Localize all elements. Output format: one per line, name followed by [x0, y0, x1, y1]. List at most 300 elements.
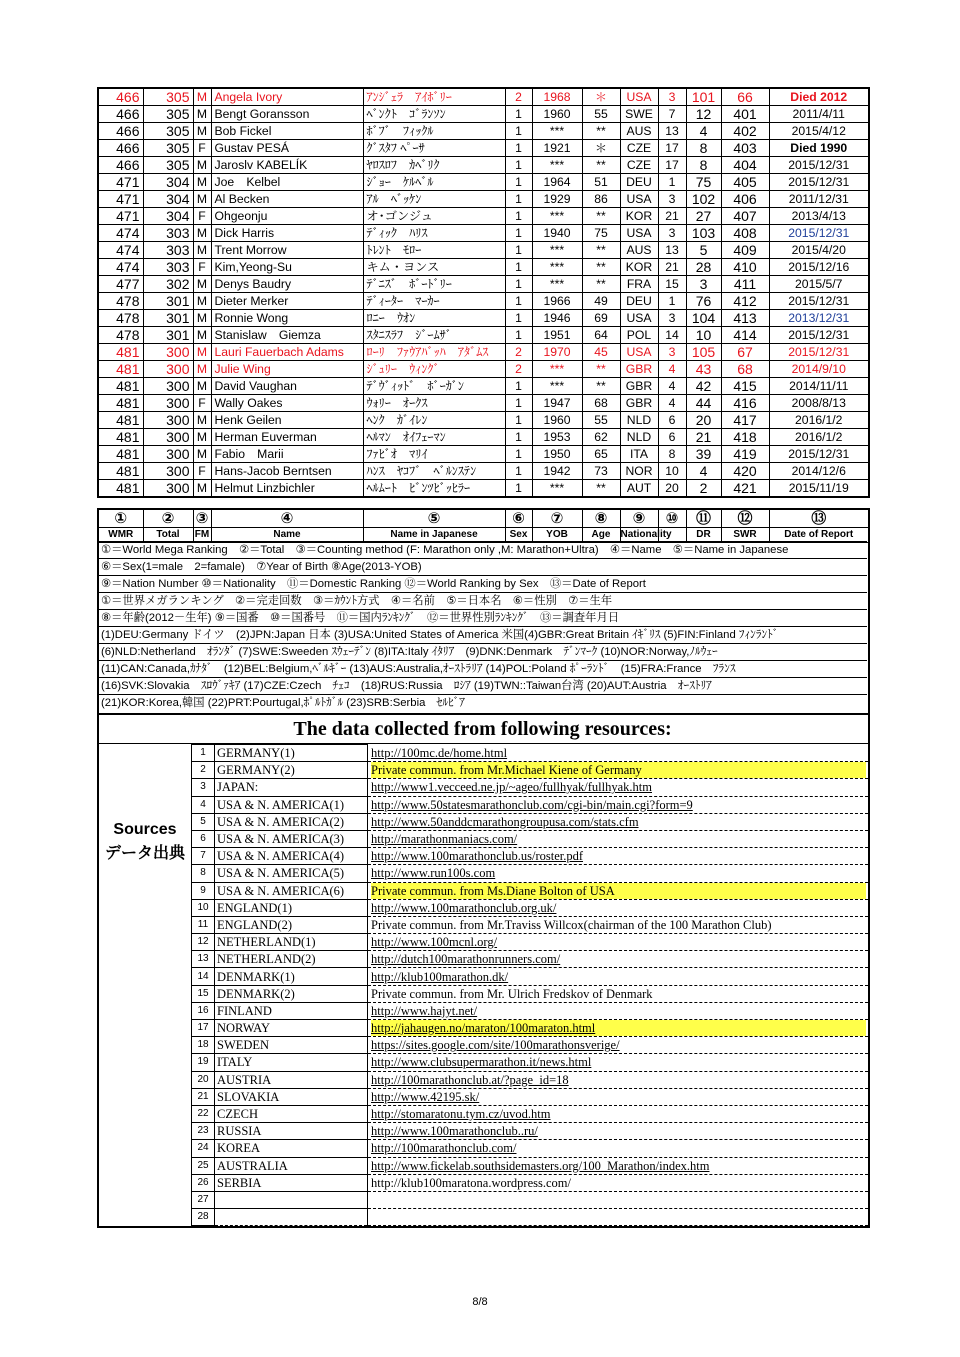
- table-row: [98, 327, 869, 344]
- source-value: [368, 934, 869, 951]
- source-note: Private commun. from Mr.Traviss Willcox(chairman of the 100 Marathon Club): [371, 917, 772, 932]
- cell-date: 2015/12/31: [769, 446, 869, 463]
- source-row: [192, 1174, 869, 1191]
- cell-swr: 67: [721, 344, 769, 361]
- cell-swr: 403: [721, 140, 769, 157]
- cell-sex: 1: [505, 123, 532, 140]
- source-link[interactable]: http://www.50statesmarathonclub.com/cgi-bin/main.cgi?form=9: [371, 797, 693, 812]
- cell-age: 64: [582, 327, 620, 344]
- source-note: http://klub100maratona.wordpress.com/: [371, 1175, 571, 1190]
- cell-nat: CZE: [620, 157, 658, 174]
- source-row: [192, 968, 869, 985]
- cell-dr: 4: [686, 123, 721, 140]
- cell-dr: 39: [686, 446, 721, 463]
- header-label: Name in Japanese: [363, 528, 505, 543]
- source-link[interactable]: http://klub100marathon.dk/: [371, 969, 509, 984]
- source-link[interactable]: http://stomaratonu.tym.cz/uvod.htm: [371, 1107, 551, 1122]
- cell-yob: 1966: [532, 293, 582, 310]
- cell-yob: 1929: [532, 191, 582, 208]
- source-row: [192, 1020, 869, 1037]
- source-number: 26: [192, 1174, 215, 1191]
- cell-sex: 1: [505, 140, 532, 157]
- cell-dr: 12: [686, 106, 721, 123]
- source-country: GERMANY(2): [215, 762, 368, 779]
- source-link[interactable]: http://marathonmaniacs.com/: [371, 832, 518, 847]
- cell-yob: ***: [532, 242, 582, 259]
- cell-fm: F: [193, 463, 211, 480]
- cell-age: 69: [582, 310, 620, 327]
- ranking-table: [97, 87, 870, 498]
- cell-nn: 20: [658, 480, 686, 498]
- cell-swr: 410: [721, 259, 769, 276]
- cell-sex: 1: [505, 480, 532, 498]
- source-row: [192, 779, 869, 796]
- cell-nat: ITA: [620, 446, 658, 463]
- cell-nat: KOR: [620, 259, 658, 276]
- cell-nn: 15: [658, 276, 686, 293]
- source-country: JAPAN:: [215, 779, 368, 796]
- source-country: RUSSIA: [215, 1123, 368, 1140]
- cell-name: Bengt Goransson: [211, 106, 363, 123]
- cell-nn: 4: [658, 378, 686, 395]
- header-symbol: ⑥: [505, 509, 532, 528]
- cell-swr: 421: [721, 480, 769, 498]
- cell-wmr: 478: [98, 327, 143, 344]
- source-value: [368, 968, 869, 985]
- cell-swr: 68: [721, 361, 769, 378]
- source-country: USA & N. AMERICA(4): [215, 848, 368, 865]
- cell-wmr: 478: [98, 310, 143, 327]
- page-number: 8/8: [472, 1296, 488, 1308]
- cell-fm: F: [193, 208, 211, 225]
- cell-yob: 1946: [532, 310, 582, 327]
- cell-jp: ｼﾞｭﾘｰ ｳｨﾝｸﾞ: [363, 361, 505, 378]
- legend-line: ⑨＝Nation Number ⑩＝Nationality ⑪＝Domestic Ranking ⑫＝World Ranking by Sex ⑬＝Date of Report: [99, 575, 867, 593]
- cell-fm: M: [193, 361, 211, 378]
- cell-sex: 1: [505, 429, 532, 446]
- legend-line: ①＝World Mega Ranking ②＝Total ③＝Counting method (F: Marathon only ,M: Marathon+Ultra) ④＝Name ⑤＝Name in Japanese: [99, 541, 867, 559]
- cell-date: 2015/4/12: [769, 123, 869, 140]
- cell-total: 305: [143, 88, 193, 106]
- cell-fm: M: [193, 242, 211, 259]
- source-number: 17: [192, 1020, 215, 1037]
- cell-nn: 21: [658, 259, 686, 276]
- legend-line: (16)SVK:Slovakia ｽﾛｳﾞｧｷｱ (17)CZE:Czech ﾁｪｺ (18)RUS:Russia ﾛｼｱ (19)TWN::Taiwan台湾 (20)AUT:Austria ｵｰｽﾄﾘｱ: [99, 677, 867, 695]
- source-value: [368, 1037, 869, 1054]
- cell-age: 55: [582, 412, 620, 429]
- cell-date: 2014/9/10: [769, 361, 869, 378]
- cell-nat: GBR: [620, 395, 658, 412]
- table-row: [98, 412, 869, 429]
- cell-jp: ｱﾙ ﾍﾞｯｹﾝ: [363, 191, 505, 208]
- cell-name: Al Becken: [211, 191, 363, 208]
- cell-name: Ronnie Wong: [211, 310, 363, 327]
- cell-swr: 420: [721, 463, 769, 480]
- cell-jp: ﾛｰﾘ ﾌｧｳｱﾊﾞｯﾊ ｱﾀﾞﾑｽ: [363, 344, 505, 361]
- cell-total: 302: [143, 276, 193, 293]
- source-row: [192, 796, 869, 813]
- cell-total: 303: [143, 242, 193, 259]
- cell-yob: ***: [532, 123, 582, 140]
- cell-yob: 1950: [532, 446, 582, 463]
- source-value: [368, 1140, 869, 1157]
- source-link[interactable]: http://www.100marathonclub.us/roster.pdf: [371, 849, 584, 864]
- cell-jp: キム・ヨンス: [363, 259, 505, 276]
- cell-date: 2011/12/31: [769, 191, 869, 208]
- cell-yob: 1960: [532, 412, 582, 429]
- source-row: [192, 813, 869, 830]
- source-country: USA & N. AMERICA(1): [215, 796, 368, 813]
- source-row: [192, 1123, 869, 1140]
- source-row: [192, 865, 869, 882]
- header-symbol: ⑪: [686, 509, 721, 528]
- cell-age: 51: [582, 174, 620, 191]
- source-row: [192, 882, 869, 899]
- cell-date: 2015/12/31: [769, 174, 869, 191]
- header-symbol: ⑧: [582, 509, 620, 528]
- cell-jp: ﾍﾙﾏﾝ ｵｲﾌｪｰﾏﾝ: [363, 429, 505, 446]
- cell-wmr: 471: [98, 208, 143, 225]
- table-row: [98, 344, 869, 361]
- cell-wmr: 481: [98, 480, 143, 498]
- source-value: [368, 985, 869, 1002]
- source-country: USA & N. AMERICA(2): [215, 813, 368, 830]
- cell-swr: 418: [721, 429, 769, 446]
- source-link[interactable]: http://www.clubsupermarathon.it/news.html: [371, 1055, 592, 1070]
- cell-dr: 43: [686, 361, 721, 378]
- cell-total: 304: [143, 191, 193, 208]
- cell-fm: F: [193, 395, 211, 412]
- source-value: [368, 1071, 869, 1088]
- cell-swr: 66: [721, 88, 769, 106]
- source-number: 9: [192, 882, 215, 899]
- source-link[interactable]: http://www.100marathonclub.org.uk/: [371, 900, 557, 915]
- cell-yob: 1942: [532, 463, 582, 480]
- cell-yob: ***: [532, 157, 582, 174]
- source-value: [368, 1174, 869, 1191]
- cell-date: 2015/12/31: [769, 327, 869, 344]
- cell-dr: 101: [686, 88, 721, 106]
- source-row: [192, 951, 869, 968]
- source-value: [368, 848, 869, 865]
- table-row: [98, 174, 869, 191]
- cell-fm: M: [193, 225, 211, 242]
- cell-nn: 3: [658, 344, 686, 361]
- cell-jp: オ･ゴンジュ: [363, 208, 505, 225]
- table-row: [98, 123, 869, 140]
- source-row: [192, 1140, 869, 1157]
- cell-total: 300: [143, 429, 193, 446]
- cell-swr: 415: [721, 378, 769, 395]
- cell-yob: ***: [532, 259, 582, 276]
- source-row: [192, 1054, 869, 1071]
- cell-jp: ｳｫﾘｰ ｵｰｸｽ: [363, 395, 505, 412]
- cell-wmr: 481: [98, 429, 143, 446]
- cell-age: 55: [582, 106, 620, 123]
- cell-wmr: 478: [98, 293, 143, 310]
- cell-swr: 412: [721, 293, 769, 310]
- cell-swr: 413: [721, 310, 769, 327]
- source-link[interactable]: http://100marathonclub.com/: [371, 1141, 517, 1156]
- cell-sex: 1: [505, 446, 532, 463]
- cell-fm: F: [193, 140, 211, 157]
- cell-dr: 10: [686, 327, 721, 344]
- cell-date: 2014/11/11: [769, 378, 869, 395]
- cell-total: 300: [143, 344, 193, 361]
- cell-dr: 75: [686, 174, 721, 191]
- cell-fm: M: [193, 446, 211, 463]
- cell-nat: CZE: [620, 140, 658, 157]
- cell-date: 2008/8/13: [769, 395, 869, 412]
- source-number: 1: [192, 745, 215, 762]
- source-link[interactable]: http://www.42195.sk/: [371, 1089, 480, 1104]
- sources-label-jp: データ出典: [104, 845, 185, 862]
- cell-fm: M: [193, 344, 211, 361]
- cell-total: 301: [143, 293, 193, 310]
- source-value: [368, 899, 869, 916]
- source-row: [192, 934, 869, 951]
- cell-dr: 2: [686, 480, 721, 498]
- cell-sex: 1: [505, 378, 532, 395]
- cell-name: Ohgeonju: [211, 208, 363, 225]
- cell-dr: 76: [686, 293, 721, 310]
- header-symbol: ⑫: [721, 509, 769, 528]
- cell-sex: 1: [505, 157, 532, 174]
- cell-sex: 1: [505, 310, 532, 327]
- cell-jp: ﾃﾞｳﾞｨｯﾄﾞ ﾎﾞｰｶﾞﾝ: [363, 378, 505, 395]
- cell-nn: 8: [658, 446, 686, 463]
- cell-fm: M: [193, 123, 211, 140]
- source-link[interactable]: http://www.run100s.com: [371, 866, 496, 881]
- cell-dr: 21: [686, 429, 721, 446]
- cell-jp: ﾃﾞｨｰﾀｰ ﾏｰｶｰ: [363, 293, 505, 310]
- cell-date: 2011/4/11: [769, 106, 869, 123]
- cell-age: **: [582, 276, 620, 293]
- cell-jp: ﾃﾞｨｯｸ ﾊﾘｽ: [363, 225, 505, 242]
- cell-nn: 13: [658, 123, 686, 140]
- source-number: 25: [192, 1157, 215, 1174]
- cell-dr: 44: [686, 395, 721, 412]
- source-link[interactable]: http://www.100mcnl.org/: [371, 935, 498, 950]
- cell-dr: 20: [686, 412, 721, 429]
- cell-nat: GBR: [620, 361, 658, 378]
- source-value: [368, 1209, 869, 1226]
- cell-jp: ﾍﾝｸ ｶﾞｲﾚﾝ: [363, 412, 505, 429]
- cell-wmr: 481: [98, 412, 143, 429]
- source-link[interactable]: http://dutch100marathonrunners.com/: [371, 952, 561, 967]
- cell-nn: 21: [658, 208, 686, 225]
- cell-age: **: [582, 123, 620, 140]
- cell-jp: ﾌｧﾋﾞｵ ﾏﾘｲ: [363, 446, 505, 463]
- cell-name: Fabio Marii: [211, 446, 363, 463]
- cell-name: Gustav PESÁ: [211, 140, 363, 157]
- cell-nat: NOR: [620, 463, 658, 480]
- cell-nn: 4: [658, 361, 686, 378]
- cell-yob: ***: [532, 480, 582, 498]
- source-link[interactable]: http://www.fickelab.southsidemasters.org/100_Marathon/index.htm: [371, 1158, 710, 1173]
- table-row: [98, 395, 869, 412]
- cell-wmr: 466: [98, 157, 143, 174]
- cell-total: 305: [143, 157, 193, 174]
- cell-nat: DEU: [620, 293, 658, 310]
- source-number: 5: [192, 813, 215, 830]
- legend-line: ⑧＝年齢(2012－生年) ⑨＝国番 ⑩＝国番号 ⑪＝国内ﾗﾝｷﾝｸﾞ ⑫＝世界性別ﾗﾝｷﾝｸﾞ ⑬＝調査年月日: [99, 609, 867, 627]
- source-link[interactable]: http://100marathonclub.at/?page_id=18: [371, 1072, 569, 1087]
- source-row: [192, 762, 869, 779]
- table-row: [98, 276, 869, 293]
- source-number: 8: [192, 865, 215, 882]
- source-country: AUSTRALIA: [215, 1157, 368, 1174]
- source-value: [368, 1191, 869, 1208]
- cell-dr: 8: [686, 140, 721, 157]
- cell-date: 2013/12/31: [769, 310, 869, 327]
- source-link[interactable]: http://www.50anddcmarathongroupusa.com/stats.cfm: [371, 814, 639, 829]
- legend-line: (21)KOR:Korea,韓国 (22)PRT:Pourtugal,ﾎﾟﾙﾄｶﾞﾙ (23)SRB:Serbia ｾﾙﾋﾞｱ: [99, 694, 867, 712]
- cell-name: Bob Fickel: [211, 123, 363, 140]
- source-note-highlighted: Private commun. from Ms.Diane Bolton of USA: [371, 883, 866, 899]
- cell-nn: 13: [658, 242, 686, 259]
- cell-dr: 102: [686, 191, 721, 208]
- cell-sex: 1: [505, 242, 532, 259]
- cell-sex: 1: [505, 395, 532, 412]
- cell-nat: FRA: [620, 276, 658, 293]
- cell-nn: 14: [658, 327, 686, 344]
- legend-line: (1)DEU:Germany ドイツ (2)JPN:Japan 日本 (3)USA:United States of America 米国(4)GBR:Great Britain ｲｷﾞﾘｽ (5)FIN:Finland ﾌｨﾝﾗﾝﾄﾞ: [99, 626, 867, 644]
- cell-wmr: 466: [98, 106, 143, 123]
- source-note-highlighted: Private commun. from Mr.Michael Kiene of Germany: [371, 762, 866, 778]
- source-link-highlighted[interactable]: http://jahaugen.no/maraton/100maraton.html: [371, 1020, 866, 1036]
- header-label: DR: [686, 528, 721, 543]
- source-row: [192, 745, 869, 762]
- source-number: 11: [192, 916, 215, 933]
- header-label: WMR: [98, 528, 143, 543]
- table-row: [98, 446, 869, 463]
- cell-swr: 416: [721, 395, 769, 412]
- cell-wmr: 481: [98, 446, 143, 463]
- header-label: Sex: [505, 528, 532, 543]
- cell-dr: 27: [686, 208, 721, 225]
- source-country: NETHERLAND(2): [215, 951, 368, 968]
- source-number: 18: [192, 1037, 215, 1054]
- cell-name: Dick Harris: [211, 225, 363, 242]
- source-link[interactable]: http://100mc.de/home.html: [371, 745, 508, 760]
- cell-swr: 409: [721, 242, 769, 259]
- source-country: GERMANY(1): [215, 745, 368, 762]
- source-country: USA & N. AMERICA(6): [215, 882, 368, 899]
- cell-fm: M: [193, 378, 211, 395]
- cell-fm: M: [193, 429, 211, 446]
- cell-total: 300: [143, 463, 193, 480]
- header-label: Date of Report: [769, 528, 869, 543]
- cell-sex: 1: [505, 191, 532, 208]
- table-row: [98, 225, 869, 242]
- cell-dr: 28: [686, 259, 721, 276]
- source-country: USA & N. AMERICA(3): [215, 830, 368, 847]
- source-link[interactable]: http://www.hajyt.net/: [371, 1003, 478, 1018]
- cell-age: 75: [582, 225, 620, 242]
- source-value: [368, 1105, 869, 1122]
- table-row: [98, 310, 869, 327]
- source-link[interactable]: http://www.100marathonclub..ru/: [371, 1124, 538, 1139]
- cell-wmr: 474: [98, 242, 143, 259]
- header-symbol: ④: [211, 509, 363, 528]
- cell-dr: 105: [686, 344, 721, 361]
- cell-sex: 1: [505, 208, 532, 225]
- cell-date: 2015/12/16: [769, 259, 869, 276]
- cell-sex: 2: [505, 88, 532, 106]
- cell-wmr: 471: [98, 191, 143, 208]
- cell-name: David Vaughan: [211, 378, 363, 395]
- source-row: [192, 1209, 869, 1226]
- header-label: Total: [143, 528, 193, 543]
- cell-fm: M: [193, 412, 211, 429]
- header-symbol: ⑤: [363, 509, 505, 528]
- sources-label-en: Sources: [113, 821, 177, 838]
- cell-swr: 419: [721, 446, 769, 463]
- cell-nat: USA: [620, 191, 658, 208]
- cell-fm: M: [193, 157, 211, 174]
- header-symbol: ②: [143, 509, 193, 528]
- cell-total: 300: [143, 446, 193, 463]
- cell-yob: ***: [532, 378, 582, 395]
- cell-name: Joe Kelbel: [211, 174, 363, 191]
- cell-nat: USA: [620, 310, 658, 327]
- header-symbol: ⑬: [769, 509, 869, 528]
- source-number: 28: [192, 1209, 215, 1226]
- cell-name: Henk Geilen: [211, 412, 363, 429]
- source-number: 22: [192, 1105, 215, 1122]
- table-row: [98, 378, 869, 395]
- cell-total: 301: [143, 310, 193, 327]
- source-link[interactable]: http://www1.vecceed.ne.jp/~ageo/fullhyak/fullhyak.htm: [371, 780, 652, 795]
- cell-sex: 1: [505, 293, 532, 310]
- cell-wmr: 481: [98, 344, 143, 361]
- cell-dr: 5: [686, 242, 721, 259]
- cell-nat: SWE: [620, 106, 658, 123]
- cell-yob: 1970: [532, 344, 582, 361]
- source-number: 3: [192, 779, 215, 796]
- header-label: FM: [193, 528, 211, 543]
- source-link[interactable]: https://sites.google.com/site/100marathonsverige/: [371, 1038, 620, 1053]
- cell-sex: 1: [505, 412, 532, 429]
- cell-total: 305: [143, 106, 193, 123]
- cell-age: 86: [582, 191, 620, 208]
- source-number: 24: [192, 1140, 215, 1157]
- source-value: [368, 882, 869, 899]
- cell-total: 300: [143, 395, 193, 412]
- cell-fm: F: [193, 259, 211, 276]
- source-country: SERBIA: [215, 1174, 368, 1191]
- cell-total: 304: [143, 208, 193, 225]
- cell-total: 304: [143, 174, 193, 191]
- cell-jp: ﾃﾞﾆｽﾞ ﾎﾞｰﾄﾞﾘｰ: [363, 276, 505, 293]
- cell-total: 300: [143, 361, 193, 378]
- cell-sex: 1: [505, 106, 532, 123]
- cell-yob: 1940: [532, 225, 582, 242]
- source-country: SWEDEN: [215, 1037, 368, 1054]
- source-number: 19: [192, 1054, 215, 1071]
- table-row: [98, 157, 869, 174]
- source-value: [368, 779, 869, 796]
- cell-dr: 42: [686, 378, 721, 395]
- cell-total: 303: [143, 225, 193, 242]
- source-number: 12: [192, 934, 215, 951]
- cell-nn: 17: [658, 157, 686, 174]
- cell-age: 65: [582, 446, 620, 463]
- source-row: [192, 899, 869, 916]
- cell-yob: 1953: [532, 429, 582, 446]
- source-number: 14: [192, 968, 215, 985]
